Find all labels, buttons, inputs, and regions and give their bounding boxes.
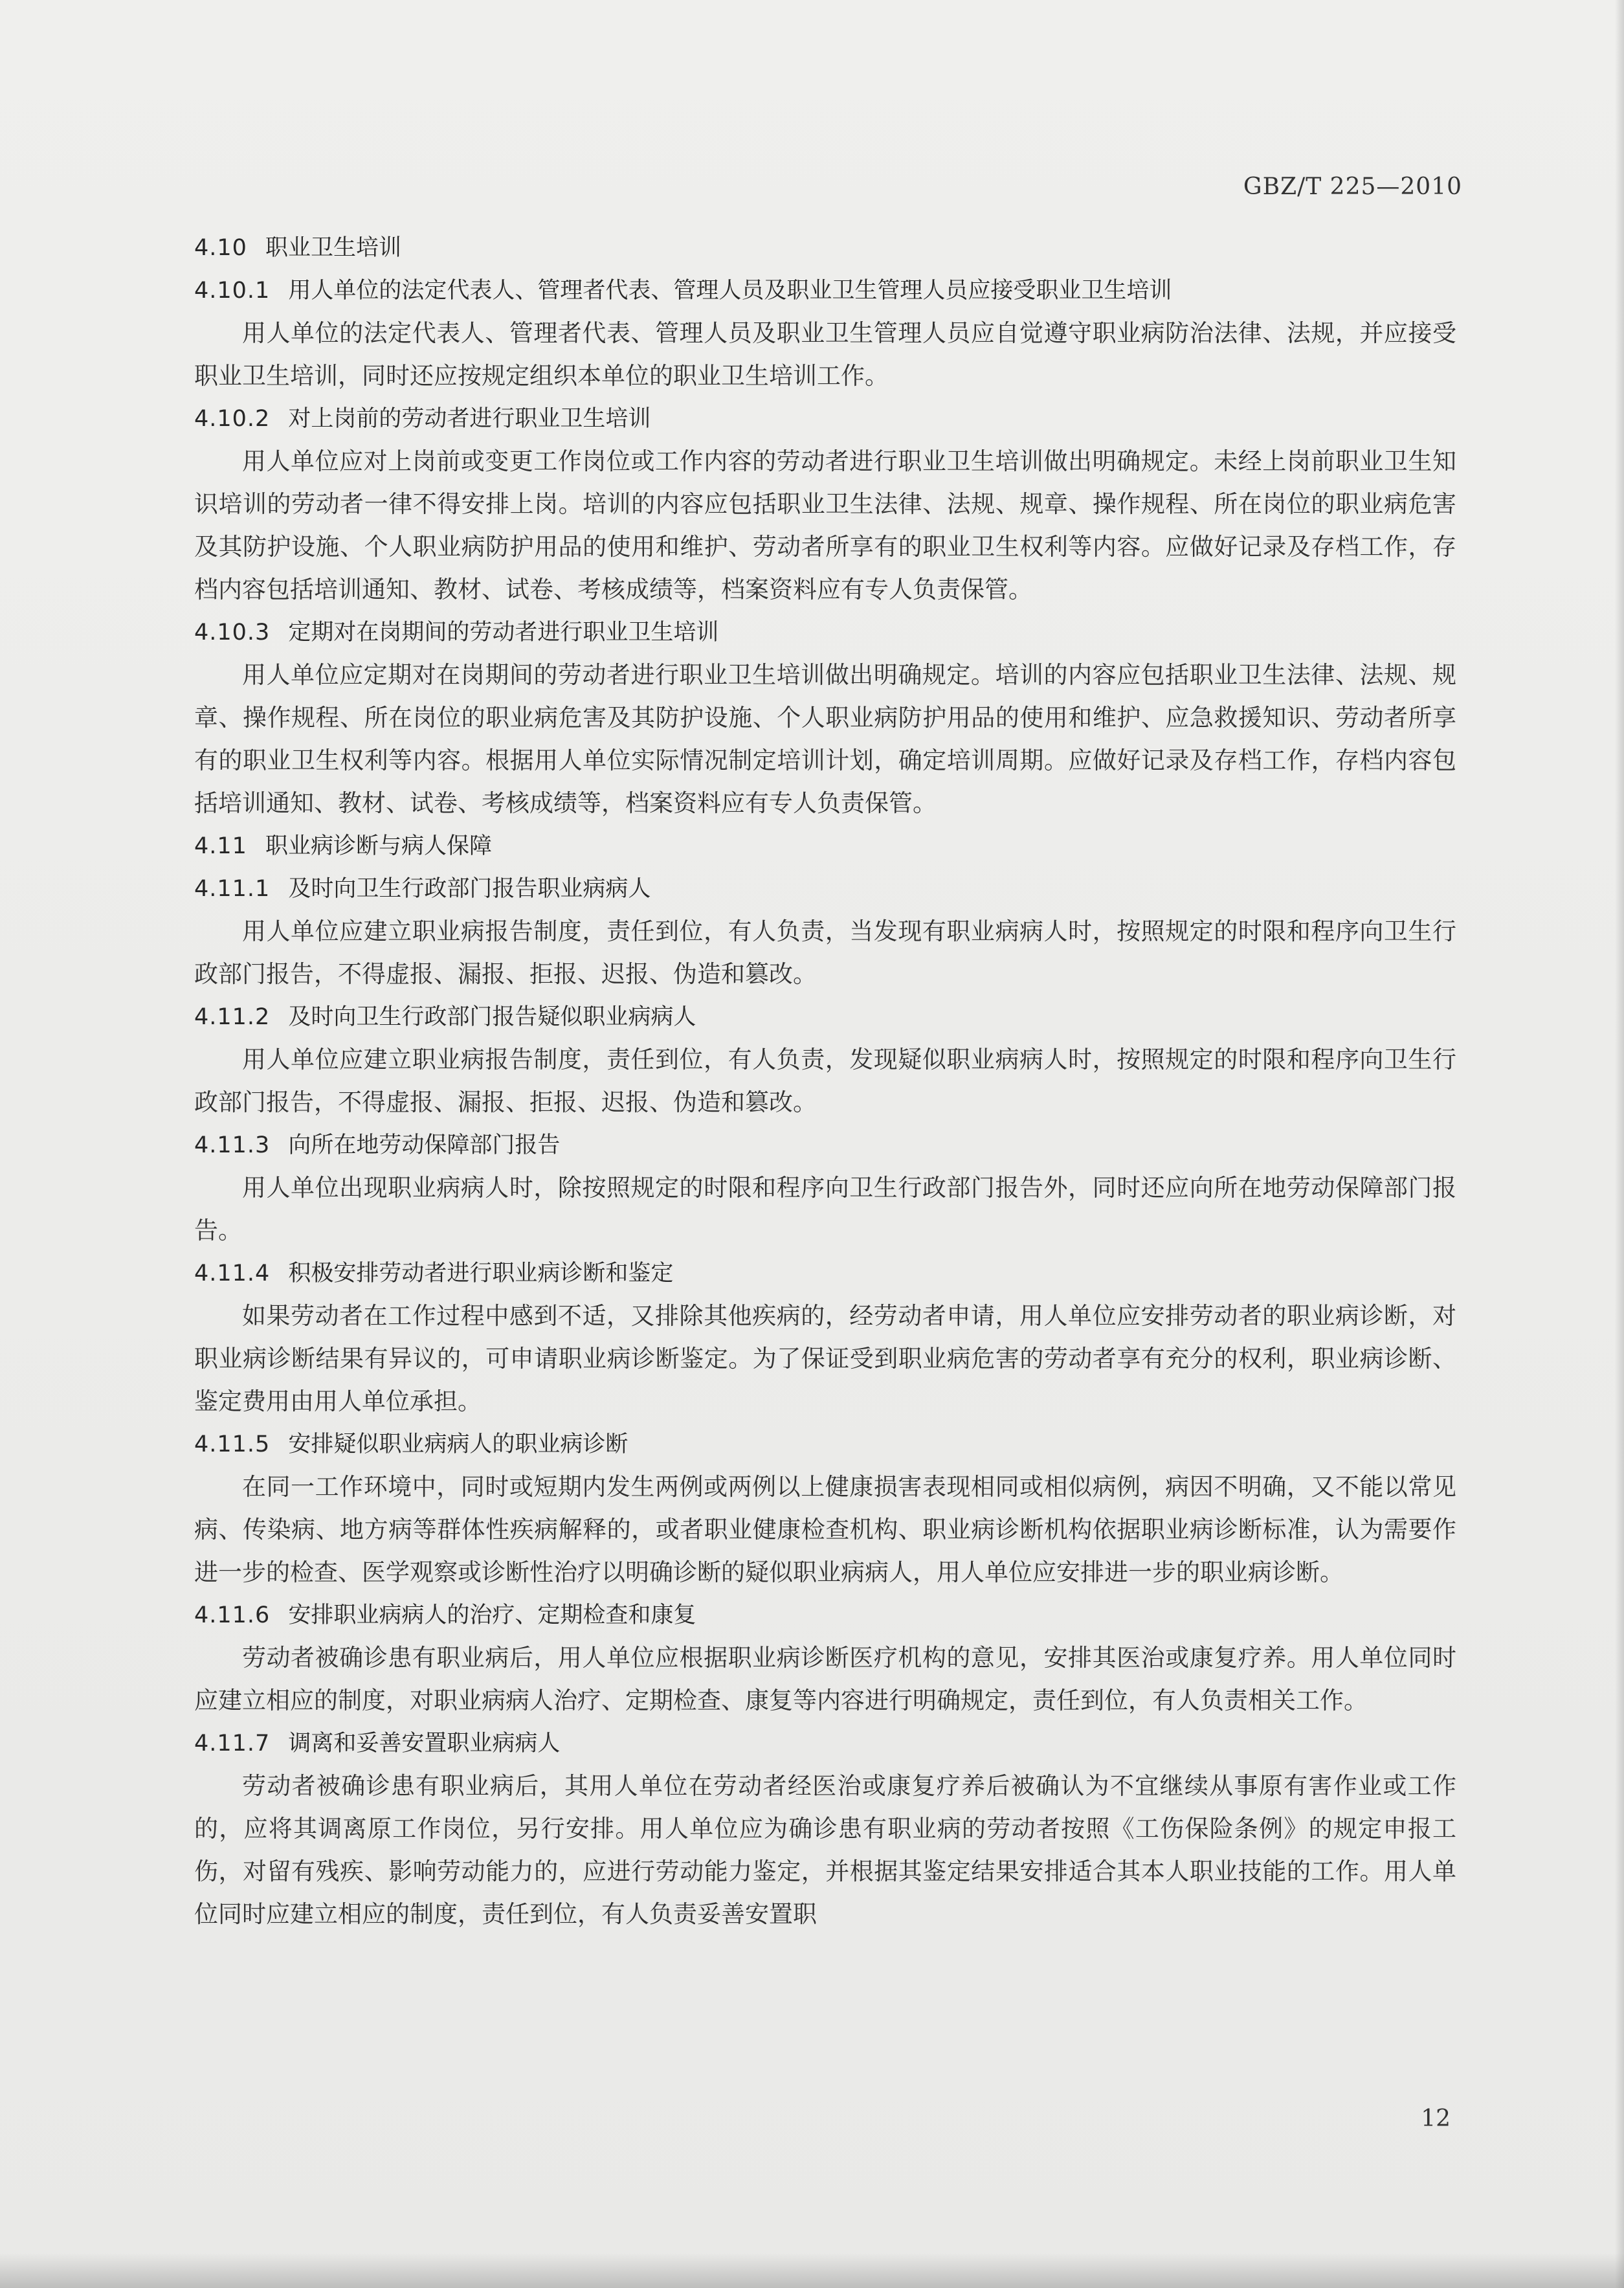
section-title: 职业卫生培训: [265, 235, 401, 261]
section-heading: [194, 1423, 1456, 1466]
section-title: 安排职业病病人的治疗、定期检查和康复: [288, 1602, 696, 1628]
section-title: 对上岗前的劳动者进行职业卫生培训: [288, 406, 651, 432]
section-paragraph: 用人单位应定期对在岗期间的劳动者进行职业卫生培训做出明确规定。培训的内容应包括职业卫生法律、法规、规章、操作规程、所在岗位的职业病危害及其防护设施、个人职业病防护用品的使用和维护、应急救援知识、劳动者所享有的职业卫生权利等内容。根据用人单位实际情况制定培训计划，确定培训周期。应做好记录及存档工作，存档内容包括培训通知、教材、试卷、考核成绩等，档案资料应有专人负责保管。: [194, 661, 1456, 817]
section-number: 4.11.6: [194, 1602, 271, 1628]
section-title: 及时向卫生行政部门报告职业病病人: [288, 876, 651, 902]
section-paragraph: 用人单位的法定代表人、管理者代表、管理人员及职业卫生管理人员应自觉遵守职业病防治法律、法规，并应接受职业卫生培训，同时还应按规定组织本单位的职业卫生培训工作。: [194, 319, 1456, 390]
section-title: 职业病诊断与病人保障: [265, 833, 492, 859]
section-number: 4.11.2: [194, 1004, 271, 1030]
scan-shadow-right: [1615, 0, 1624, 2288]
section-heading: [194, 227, 1456, 269]
section-paragraph: 在同一工作环境中，同时或短期内发生两例或两例以上健康损害表现相同或相似病例，病因不明确，又不能以常见病、传染病、地方病等群体性疾病解释的，或者职业健康检查机构、职业病诊断机构依据职业病诊断标准，认为需要作进一步的检查、医学观察或诊断性治疗以明确诊断的疑似职业病病人，用人单位应安排进一步的职业病诊断。: [194, 1473, 1456, 1586]
section-heading: [194, 398, 1456, 440]
section-number: 4.10: [194, 235, 247, 261]
standard-code: GBZ/T 225—2010: [1243, 174, 1462, 200]
section-paragraph: 劳动者被确诊患有职业病后，其用人单位在劳动者经医治或康复疗养后被确认为不宜继续从事原有害作业或工作的，应将其调离原工作岗位，另行安排。用人单位应为确诊患有职业病的劳动者按照《工伤保险条例》的规定申报工伤，对留有残疾、影响劳动能力的，应进行劳动能力鉴定，并根据其鉴定结果安排适合其本人职业技能的工作。用人单位同时应建立相应的制度，责任到位，有人负责妥善安置职: [194, 1772, 1456, 1928]
section-number: 4.11.5: [194, 1431, 271, 1457]
section-number: 4.10.3: [194, 620, 271, 645]
section-title: 调离和妥善安置职业病病人: [288, 1731, 561, 1756]
section-title: 用人单位的法定代表人、管理者代表、管理人员及职业卫生管理人员应接受职业卫生培训: [288, 278, 1172, 304]
section-title: 安排疑似职业病病人的职业病诊断: [288, 1431, 628, 1457]
section-heading: [194, 868, 1456, 910]
section-heading: [194, 1722, 1456, 1765]
section-paragraph: 用人单位应建立职业病报告制度，责任到位，有人负责，当发现有职业病病人时，按照规定的时限和程序向卫生行政部门报告，不得虚报、漏报、拒报、迟报、伪造和篡改。: [194, 917, 1456, 988]
section-number: 4.11: [194, 833, 247, 859]
section-title: 积极安排劳动者进行职业病诊断和鉴定: [288, 1261, 674, 1286]
scan-shadow-bottom: [0, 2253, 1624, 2288]
section-paragraph: 用人单位应对上岗前或变更工作岗位或工作内容的劳动者进行职业卫生培训做出明确规定。未经上岗前职业卫生知识培训的劳动者一律不得安排上岗。培训的内容应包括职业卫生法律、法规、规章、操作规程、所在岗位的职业病危害及其防护设施、个人职业病防护用品的使用和维护、劳动者所享有的职业卫生权利等内容。应做好记录及存档工作，存档内容包括培训通知、教材、试卷、考核成绩等，档案资料应有专人负责保管。: [194, 447, 1456, 603]
section-number: 4.11.3: [194, 1132, 271, 1158]
section-heading: [194, 611, 1456, 654]
page-number: 12: [1421, 2105, 1451, 2132]
section-paragraph: 劳动者被确诊患有职业病后，用人单位应根据职业病诊断医疗机构的意见，安排其医治或康复疗养。用人单位同时应建立相应的制度，对职业病病人治疗、定期检查、康复等内容进行明确规定，责任到位，有人负责相关工作。: [194, 1644, 1456, 1714]
section-paragraph: 用人单位应建立职业病报告制度，责任到位，有人负责，发现疑似职业病病人时，按照规定的时限和程序向卫生行政部门报告，不得虚报、漏报、拒报、迟报、伪造和篡改。: [194, 1046, 1456, 1116]
section-heading: [194, 996, 1456, 1038]
section-paragraph: 用人单位出现职业病病人时，除按照规定的时限和程序向卫生行政部门报告外，同时还应向所在地劳动保障部门报告。: [194, 1174, 1456, 1244]
section-heading: [194, 825, 1456, 868]
section-title: 向所在地劳动保障部门报告: [288, 1132, 561, 1158]
section-heading: [194, 269, 1456, 312]
section-number: 4.11.1: [194, 876, 271, 902]
document-body: [194, 227, 1456, 1936]
section-heading: [194, 1124, 1456, 1167]
section-number: 4.10.2: [194, 406, 271, 432]
section-number: 4.11.7: [194, 1731, 271, 1756]
section-number: 4.10.1: [194, 278, 271, 304]
section-heading: [194, 1252, 1456, 1295]
section-title: 及时向卫生行政部门报告疑似职业病病人: [288, 1004, 696, 1030]
section-paragraph: 如果劳动者在工作过程中感到不适，又排除其他疾病的，经劳动者申请，用人单位应安排劳动者的职业病诊断，对职业病诊断结果有异议的，可申请职业病诊断鉴定。为了保证受到职业病危害的劳动者享有充分的权利，职业病诊断、鉴定费用由用人单位承担。: [194, 1302, 1456, 1415]
section-heading: [194, 1594, 1456, 1637]
section-number: 4.11.4: [194, 1261, 271, 1286]
section-title: 定期对在岗期间的劳动者进行职业卫生培训: [288, 620, 719, 645]
